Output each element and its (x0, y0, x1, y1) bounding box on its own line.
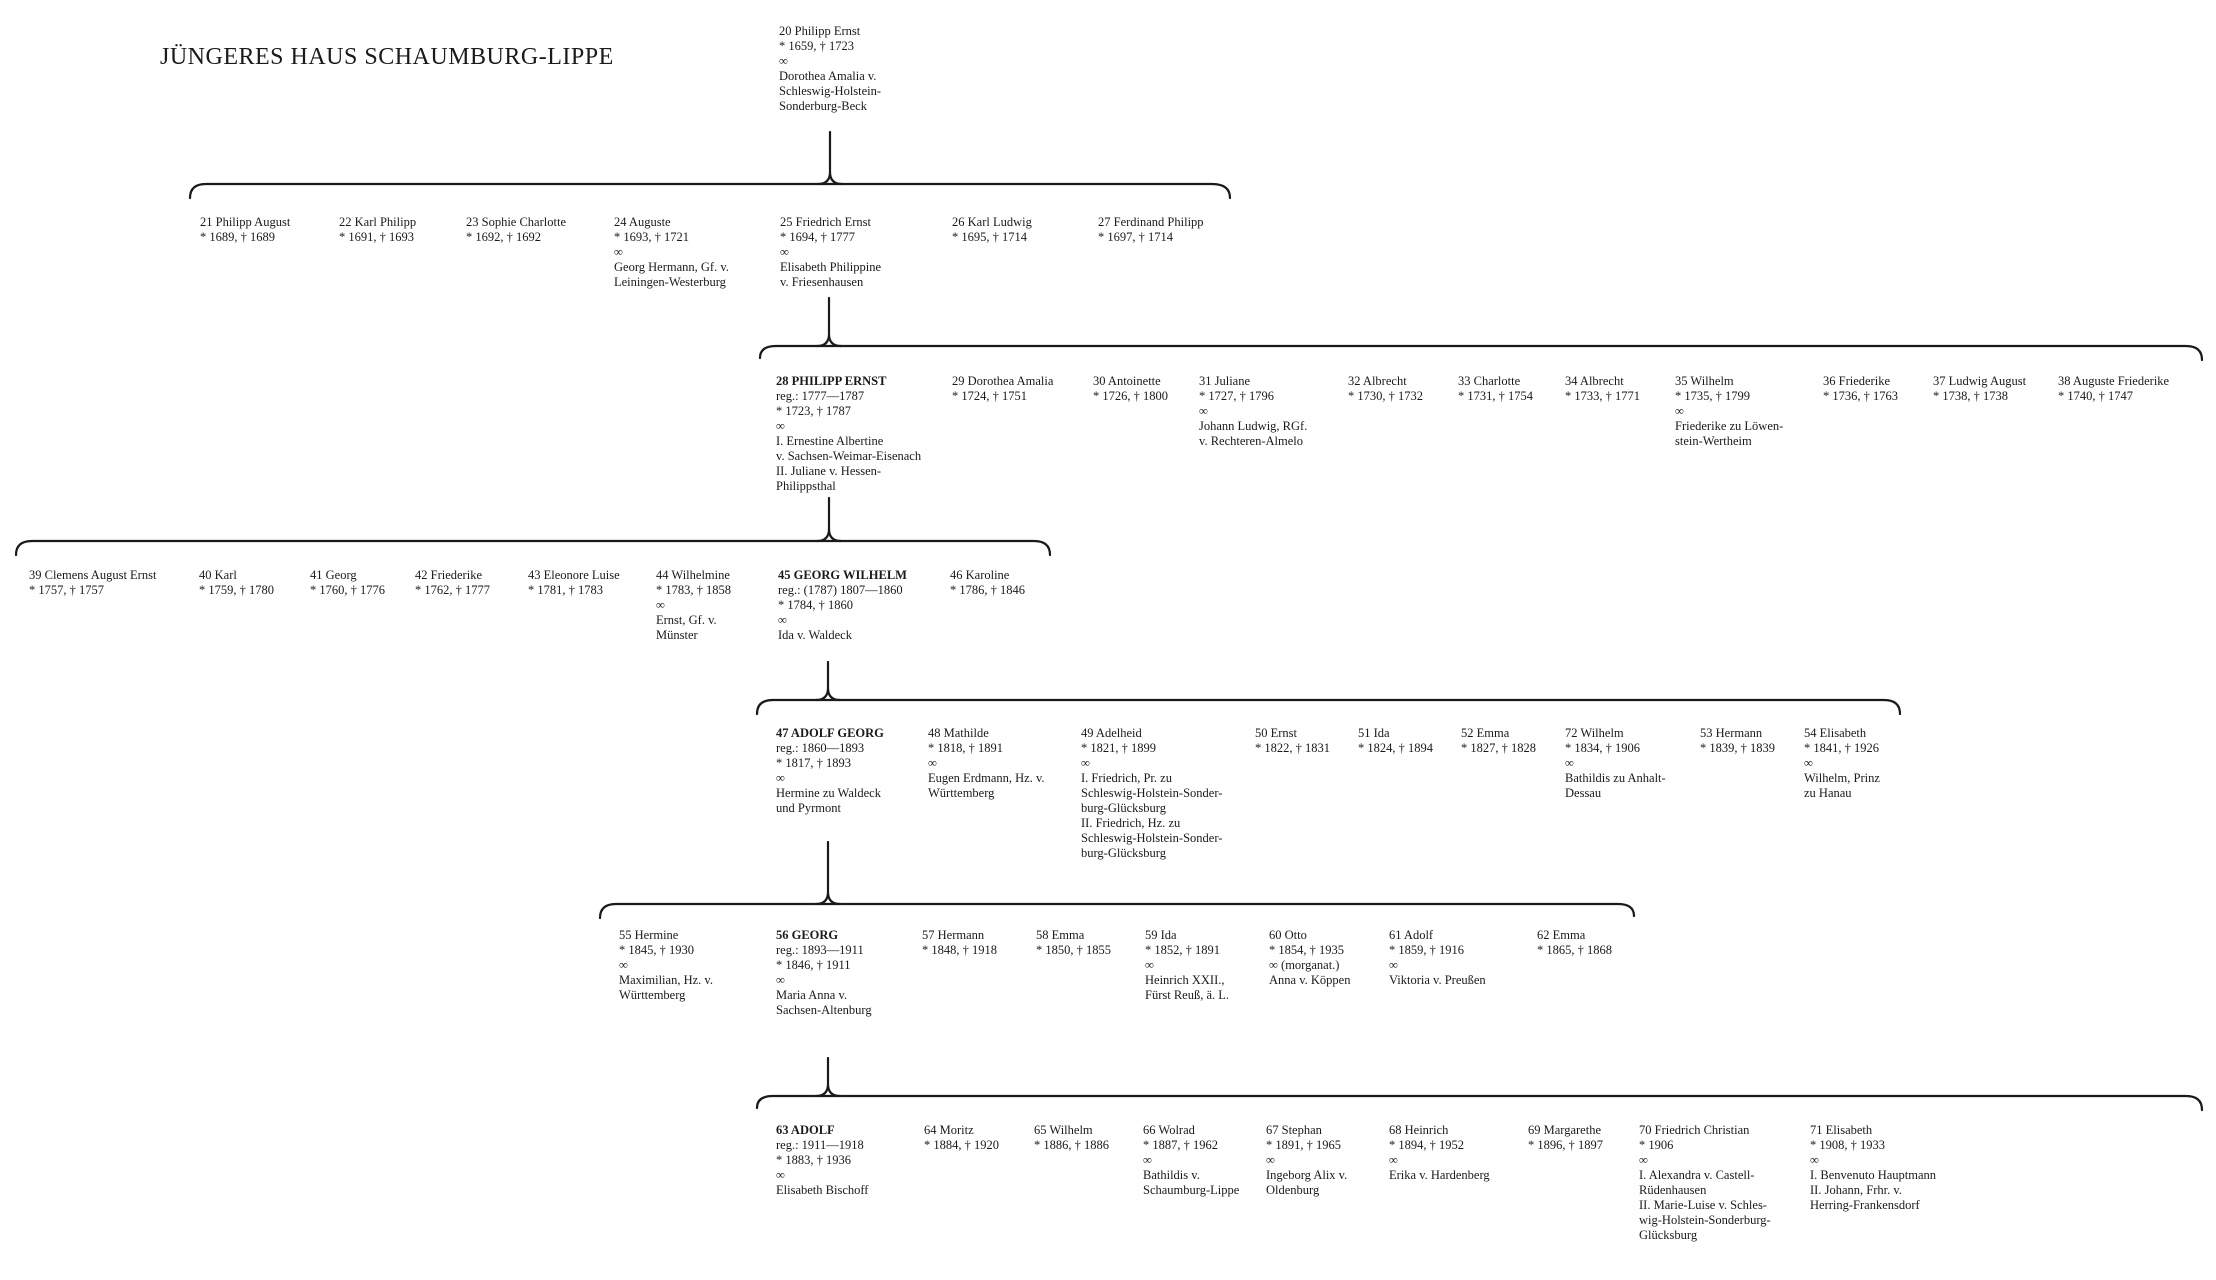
person-detail: * 1740, † 1747 (2058, 389, 2133, 403)
person-50-ernst (1255, 726, 1330, 756)
person-detail: v. Rechteren-Almelo (1199, 434, 1304, 448)
stem-gen2 (817, 298, 841, 346)
person-detail: und Pyrmont (776, 801, 841, 815)
person-detail: ∞ (1145, 958, 1154, 972)
person-name: 39 Clemens August Ernst (29, 568, 157, 582)
person-detail: ∞ (1199, 404, 1208, 418)
person-detail: reg.: 1893—1911 (776, 943, 864, 957)
person-detail: ∞ (1081, 756, 1090, 770)
person-detail: * 1886, † 1886 (1034, 1138, 1109, 1152)
person-detail: Viktoria v. Preußen (1389, 973, 1486, 987)
person-detail: ∞ (776, 1168, 785, 1182)
person-detail: * 1783, † 1858 (656, 583, 731, 597)
person-71-elisabeth (1810, 1123, 1936, 1213)
person-detail: burg-Glücksburg (1081, 846, 1166, 860)
person-detail: ∞ (656, 598, 665, 612)
person-21-philipp-august (200, 215, 290, 245)
person-detail: * 1689, † 1689 (200, 230, 275, 244)
person-name: 20 Philipp Ernst (779, 24, 861, 38)
person-detail: Bathildis v. (1143, 1168, 1200, 1182)
person-39-clemens-august-ernst (29, 568, 156, 598)
person-47-adolf-georg (776, 726, 884, 816)
person-detail: ∞ (780, 245, 789, 259)
person-26-karl-ludwig (952, 215, 1032, 245)
person-detail: * 1839, † 1839 (1700, 741, 1775, 755)
person-48-mathilde (928, 726, 1045, 801)
person-detail: Georg Hermann, Gf. v. (614, 260, 729, 274)
person-detail: * 1659, † 1723 (779, 39, 854, 53)
person-detail: * 1694, † 1777 (780, 230, 855, 244)
person-25-friedrich-ernst (780, 215, 881, 290)
person-name: 25 Friedrich Ernst (780, 215, 871, 229)
person-name: 33 Charlotte (1458, 374, 1521, 388)
person-49-adelheid (1081, 726, 1222, 861)
person-detail: * 1762, † 1777 (415, 583, 490, 597)
person-detail: Maximilian, Hz. v. (619, 973, 713, 987)
person-46-karoline (950, 568, 1025, 598)
person-31-juliane (1199, 374, 1307, 449)
person-detail: * 1883, † 1936 (776, 1153, 851, 1167)
person-name: 35 Wilhelm (1675, 374, 1734, 388)
person-62-emma (1537, 928, 1612, 958)
person-detail: Wilhelm, Prinz (1804, 771, 1880, 785)
person-35-wilhelm (1675, 374, 1783, 449)
person-detail: reg.: 1860—1893 (776, 741, 865, 755)
person-detail: Sonderburg-Beck (779, 99, 867, 113)
person-detail: * 1786, † 1846 (950, 583, 1025, 597)
person-name: 22 Karl Philipp (339, 215, 417, 229)
person-detail: reg.: (1787) 1807—1860 (778, 583, 903, 597)
person-name: 43 Eleonore Luise (528, 568, 620, 582)
person-detail: * 1865, † 1868 (1537, 943, 1612, 957)
person-51-ida (1358, 726, 1433, 756)
person-44-wilhelmine (656, 568, 731, 643)
person-detail: * 1736, † 1763 (1823, 389, 1898, 403)
person-name: 63 ADOLF (776, 1123, 835, 1137)
person-name: 58 Emma (1036, 928, 1085, 942)
person-detail: Rüdenhausen (1639, 1183, 1707, 1197)
person-detail: Schleswig-Holstein- (779, 84, 882, 98)
person-detail: * 1731, † 1754 (1458, 389, 1533, 403)
stem-gen1 (818, 132, 842, 184)
person-63-adolf (776, 1123, 868, 1198)
person-name: 28 PHILIPP ERNST (776, 374, 887, 388)
person-name: 65 Wilhelm (1034, 1123, 1093, 1137)
person-detail: zu Hanau (1804, 786, 1852, 800)
person-detail: ∞ (1389, 958, 1398, 972)
person-68-heinrich (1389, 1123, 1490, 1183)
person-detail: Hermine zu Waldeck (776, 786, 881, 800)
person-detail: * 1887, † 1962 (1143, 1138, 1218, 1152)
person-detail: II. Marie-Luise v. Schles- (1639, 1198, 1767, 1212)
person-detail: Bathildis zu Anhalt- (1565, 771, 1666, 785)
person-name: 46 Karoline (950, 568, 1010, 582)
person-name: 60 Otto (1269, 928, 1307, 942)
person-detail: * 1834, † 1906 (1565, 741, 1640, 755)
person-32-albrecht (1348, 374, 1423, 404)
person-23-sophie-charlotte (466, 215, 566, 245)
person-detail: Schleswig-Holstein-Sonder- (1081, 786, 1223, 800)
person-detail: * 1781, † 1783 (528, 583, 603, 597)
person-name: 62 Emma (1537, 928, 1586, 942)
person-detail: * 1691, † 1693 (339, 230, 414, 244)
person-detail: * 1723, † 1787 (776, 404, 851, 418)
person-detail: Ida v. Waldeck (778, 628, 852, 642)
bracket-gen2 (760, 346, 2202, 360)
person-65-wilhelm (1034, 1123, 1109, 1153)
person-name: 32 Albrecht (1348, 374, 1407, 388)
person-name: 55 Hermine (619, 928, 679, 942)
person-detail: * 1817, † 1893 (776, 756, 851, 770)
person-69-margarethe (1528, 1123, 1603, 1153)
person-24-auguste (614, 215, 729, 290)
person-detail: * 1896, † 1897 (1528, 1138, 1603, 1152)
person-detail: ∞ (778, 613, 787, 627)
person-detail: ∞ (1266, 1153, 1275, 1167)
person-detail: Ingeborg Alix v. (1266, 1168, 1348, 1182)
person-detail: Oldenburg (1266, 1183, 1320, 1197)
person-detail: * 1854, † 1935 (1269, 943, 1344, 957)
person-67-stephan (1266, 1123, 1347, 1198)
person-detail: * 1727, † 1796 (1199, 389, 1274, 403)
person-name: 70 Friedrich Christian (1639, 1123, 1750, 1137)
person-detail: Schleswig-Holstein-Sonder- (1081, 831, 1223, 845)
person-name: 40 Karl (199, 568, 237, 582)
person-name: 44 Wilhelmine (656, 568, 730, 582)
person-57-hermann (922, 928, 997, 958)
person-detail: * 1894, † 1952 (1389, 1138, 1464, 1152)
bracket-gen3 (16, 541, 1050, 555)
person-60-otto (1269, 928, 1350, 988)
person-detail: * 1818, † 1891 (928, 741, 1003, 755)
person-name: 31 Juliane (1199, 374, 1251, 388)
person-29-dorothea-amalia (952, 374, 1053, 404)
person-detail: ∞ (1143, 1153, 1152, 1167)
person-detail: Württemberg (619, 988, 686, 1002)
person-detail: * 1824, † 1894 (1358, 741, 1433, 755)
person-detail: * 1738, † 1738 (1933, 389, 2008, 403)
stem-gen3 (817, 498, 841, 541)
person-55-hermine (619, 928, 713, 1003)
person-37-ludwig-august (1933, 374, 2026, 404)
person-name: 37 Ludwig August (1933, 374, 2027, 388)
person-27-ferdinand-philipp (1098, 215, 1204, 245)
stem-gen4 (816, 662, 840, 700)
person-name: 41 Georg (310, 568, 357, 582)
person-detail: Glücksburg (1639, 1228, 1698, 1242)
person-name: 52 Emma (1461, 726, 1510, 740)
person-detail: * 1695, † 1714 (952, 230, 1027, 244)
person-name: 68 Heinrich (1389, 1123, 1449, 1137)
person-detail: * 1827, † 1828 (1461, 741, 1536, 755)
person-20-philipp-ernst (779, 24, 881, 114)
person-detail: ∞ (1565, 756, 1574, 770)
person-name: 50 Ernst (1255, 726, 1298, 740)
person-detail: Philippsthal (776, 479, 836, 493)
person-56-georg (776, 928, 872, 1018)
person-33-charlotte (1458, 374, 1533, 404)
person-detail: * 1697, † 1714 (1098, 230, 1173, 244)
person-detail: * 1724, † 1751 (952, 389, 1027, 403)
person-name: 56 GEORG (776, 928, 839, 942)
person-name: 48 Mathilde (928, 726, 989, 740)
person-61-adolf (1389, 928, 1486, 988)
person-detail: I. Alexandra v. Castell- (1639, 1168, 1755, 1182)
person-detail: * 1759, † 1780 (199, 583, 274, 597)
person-detail: * 1841, † 1926 (1804, 741, 1879, 755)
person-22-karl-philipp (339, 215, 416, 245)
person-name: 59 Ida (1145, 928, 1177, 942)
person-name: 24 Auguste (614, 215, 671, 229)
person-detail: II. Juliane v. Hessen- (776, 464, 882, 478)
person-detail: * 1908, † 1933 (1810, 1138, 1885, 1152)
person-detail: ∞ (776, 771, 785, 785)
person-detail: Anna v. Köppen (1269, 973, 1351, 987)
person-name: 23 Sophie Charlotte (466, 215, 566, 229)
person-detail: Ernst, Gf. v. (656, 613, 717, 627)
person-name: 27 Ferdinand Philipp (1098, 215, 1204, 229)
person-detail: Elisabeth Bischoff (776, 1183, 869, 1197)
person-detail: * 1692, † 1692 (466, 230, 541, 244)
person-detail: Heinrich XXII., (1145, 973, 1225, 987)
person-detail: ∞ (776, 973, 785, 987)
person-detail: Dorothea Amalia v. (779, 69, 877, 83)
person-name: 64 Moritz (924, 1123, 974, 1137)
person-detail: * 1733, † 1771 (1565, 389, 1640, 403)
person-detail: II. Johann, Frhr. v. (1810, 1183, 1902, 1197)
person-41-georg (310, 568, 385, 598)
person-detail: ∞ (928, 756, 937, 770)
person-detail: Sachsen-Altenburg (776, 1003, 872, 1017)
person-detail: ∞ (morganat.) (1269, 958, 1340, 972)
person-detail: Münster (656, 628, 698, 642)
person-name: 69 Margarethe (1528, 1123, 1602, 1137)
person-detail: * 1735, † 1799 (1675, 389, 1750, 403)
person-detail: Johann Ludwig, RGf. (1199, 419, 1308, 433)
person-detail: I. Ernestine Albertine (776, 434, 884, 448)
person-name: 57 Hermann (922, 928, 985, 942)
person-name: 29 Dorothea Amalia (952, 374, 1054, 388)
person-detail: ∞ (614, 245, 623, 259)
person-detail: v. Sachsen-Weimar-Eisenach (776, 449, 922, 463)
person-detail: Friederike zu Löwen- (1675, 419, 1784, 433)
person-name: 72 Wilhelm (1565, 726, 1624, 740)
person-name: 21 Philipp August (200, 215, 291, 229)
person-42-friederike (415, 568, 490, 598)
person-detail: Fürst Reuß, ä. L. (1145, 988, 1230, 1002)
person-detail: * 1891, † 1965 (1266, 1138, 1341, 1152)
person-43-eleonore-luise (528, 568, 620, 598)
bracket-gen5 (600, 904, 1634, 918)
person-name: 71 Elisabeth (1810, 1123, 1873, 1137)
person-name: 42 Friederike (415, 568, 482, 582)
person-detail: ∞ (1389, 1153, 1398, 1167)
person-detail: ∞ (619, 958, 628, 972)
person-name: 61 Adolf (1389, 928, 1434, 942)
person-59-ida (1145, 928, 1229, 1003)
person-name: 30 Antoinette (1093, 374, 1161, 388)
person-detail: * 1852, † 1891 (1145, 943, 1220, 957)
person-detail: * 1846, † 1911 (776, 958, 851, 972)
person-name: 67 Stephan (1266, 1123, 1322, 1137)
person-28-philipp-ernst (776, 374, 921, 494)
person-name: 47 ADOLF GEORG (776, 726, 884, 740)
person-36-friederike (1823, 374, 1898, 404)
person-53-hermann (1700, 726, 1775, 756)
person-name: 45 GEORG WILHELM (778, 568, 907, 582)
person-detail: * 1884, † 1920 (924, 1138, 999, 1152)
person-detail: * 1726, † 1800 (1093, 389, 1168, 403)
person-detail: * 1906 (1639, 1138, 1674, 1152)
person-detail: ∞ (1810, 1153, 1819, 1167)
stem-gen6 (816, 1058, 840, 1096)
person-64-moritz (924, 1123, 999, 1153)
person-detail: reg.: 1911—1918 (776, 1138, 864, 1152)
person-detail: * 1730, † 1732 (1348, 389, 1423, 403)
bracket-gen6 (757, 1096, 2202, 1110)
person-detail: I. Friedrich, Pr. zu (1081, 771, 1172, 785)
person-detail: * 1821, † 1899 (1081, 741, 1156, 755)
person-detail: * 1693, † 1721 (614, 230, 689, 244)
person-detail: * 1784, † 1860 (778, 598, 853, 612)
person-detail: v. Friesenhausen (780, 275, 864, 289)
person-detail: ∞ (1675, 404, 1684, 418)
person-detail: ∞ (1804, 756, 1813, 770)
person-detail: Erika v. Hardenberg (1389, 1168, 1490, 1182)
person-name: 53 Hermann (1700, 726, 1763, 740)
person-name: 66 Wolrad (1143, 1123, 1195, 1137)
person-detail: II. Friedrich, Hz. zu (1081, 816, 1181, 830)
person-detail: Eugen Erdmann, Hz. v. (928, 771, 1045, 785)
person-38-auguste-friederike (2058, 374, 2169, 404)
bracket-gen4 (757, 700, 1900, 714)
person-name: 49 Adelheid (1081, 726, 1142, 740)
person-detail: * 1859, † 1916 (1389, 943, 1464, 957)
person-detail: * 1822, † 1831 (1255, 741, 1330, 755)
page-title: JÜNGERES HAUS SCHAUMBURG-LIPPE (160, 44, 614, 70)
person-52-emma (1461, 726, 1536, 756)
bracket-gen1 (190, 184, 1230, 198)
person-detail: Elisabeth Philippine (780, 260, 882, 274)
person-name: 26 Karl Ludwig (952, 215, 1032, 229)
person-detail: Schaumburg-Lippe (1143, 1183, 1240, 1197)
person-detail: Leiningen-Westerburg (614, 275, 726, 289)
person-name: 34 Albrecht (1565, 374, 1624, 388)
person-30-antoinette (1093, 374, 1168, 404)
person-66-wolrad (1143, 1123, 1239, 1198)
person-58-emma (1036, 928, 1111, 958)
person-detail: ∞ (779, 54, 788, 68)
stem-gen5 (816, 842, 840, 904)
person-40-karl (199, 568, 274, 598)
person-45-georg-wilhelm (778, 568, 907, 643)
person-detail: Dessau (1565, 786, 1602, 800)
person-detail: Maria Anna v. (776, 988, 848, 1002)
person-name: 54 Elisabeth (1804, 726, 1867, 740)
person-detail: Herring-Frankensdorf (1810, 1198, 1920, 1212)
person-detail: I. Benvenuto Hauptmann (1810, 1168, 1937, 1182)
person-name: 36 Friederike (1823, 374, 1890, 388)
person-detail: stein-Wertheim (1675, 434, 1752, 448)
person-detail: reg.: 1777—1787 (776, 389, 865, 403)
person-detail: * 1848, † 1918 (922, 943, 997, 957)
person-54-elisabeth (1804, 726, 1880, 801)
person-70-friedrich-christian (1639, 1123, 1771, 1243)
person-detail: * 1850, † 1855 (1036, 943, 1111, 957)
person-72-wilhelm (1565, 726, 1666, 801)
person-34-albrecht (1565, 374, 1640, 404)
person-detail: * 1845, † 1930 (619, 943, 694, 957)
person-detail: burg-Glücksburg (1081, 801, 1166, 815)
person-detail: * 1760, † 1776 (310, 583, 385, 597)
person-detail: Württemberg (928, 786, 995, 800)
person-detail: wig-Holstein-Sonderburg- (1639, 1213, 1771, 1227)
person-detail: ∞ (776, 419, 785, 433)
person-detail: ∞ (1639, 1153, 1648, 1167)
person-name: 38 Auguste Friederike (2058, 374, 2170, 388)
person-name: 51 Ida (1358, 726, 1390, 740)
person-detail: * 1757, † 1757 (29, 583, 104, 597)
